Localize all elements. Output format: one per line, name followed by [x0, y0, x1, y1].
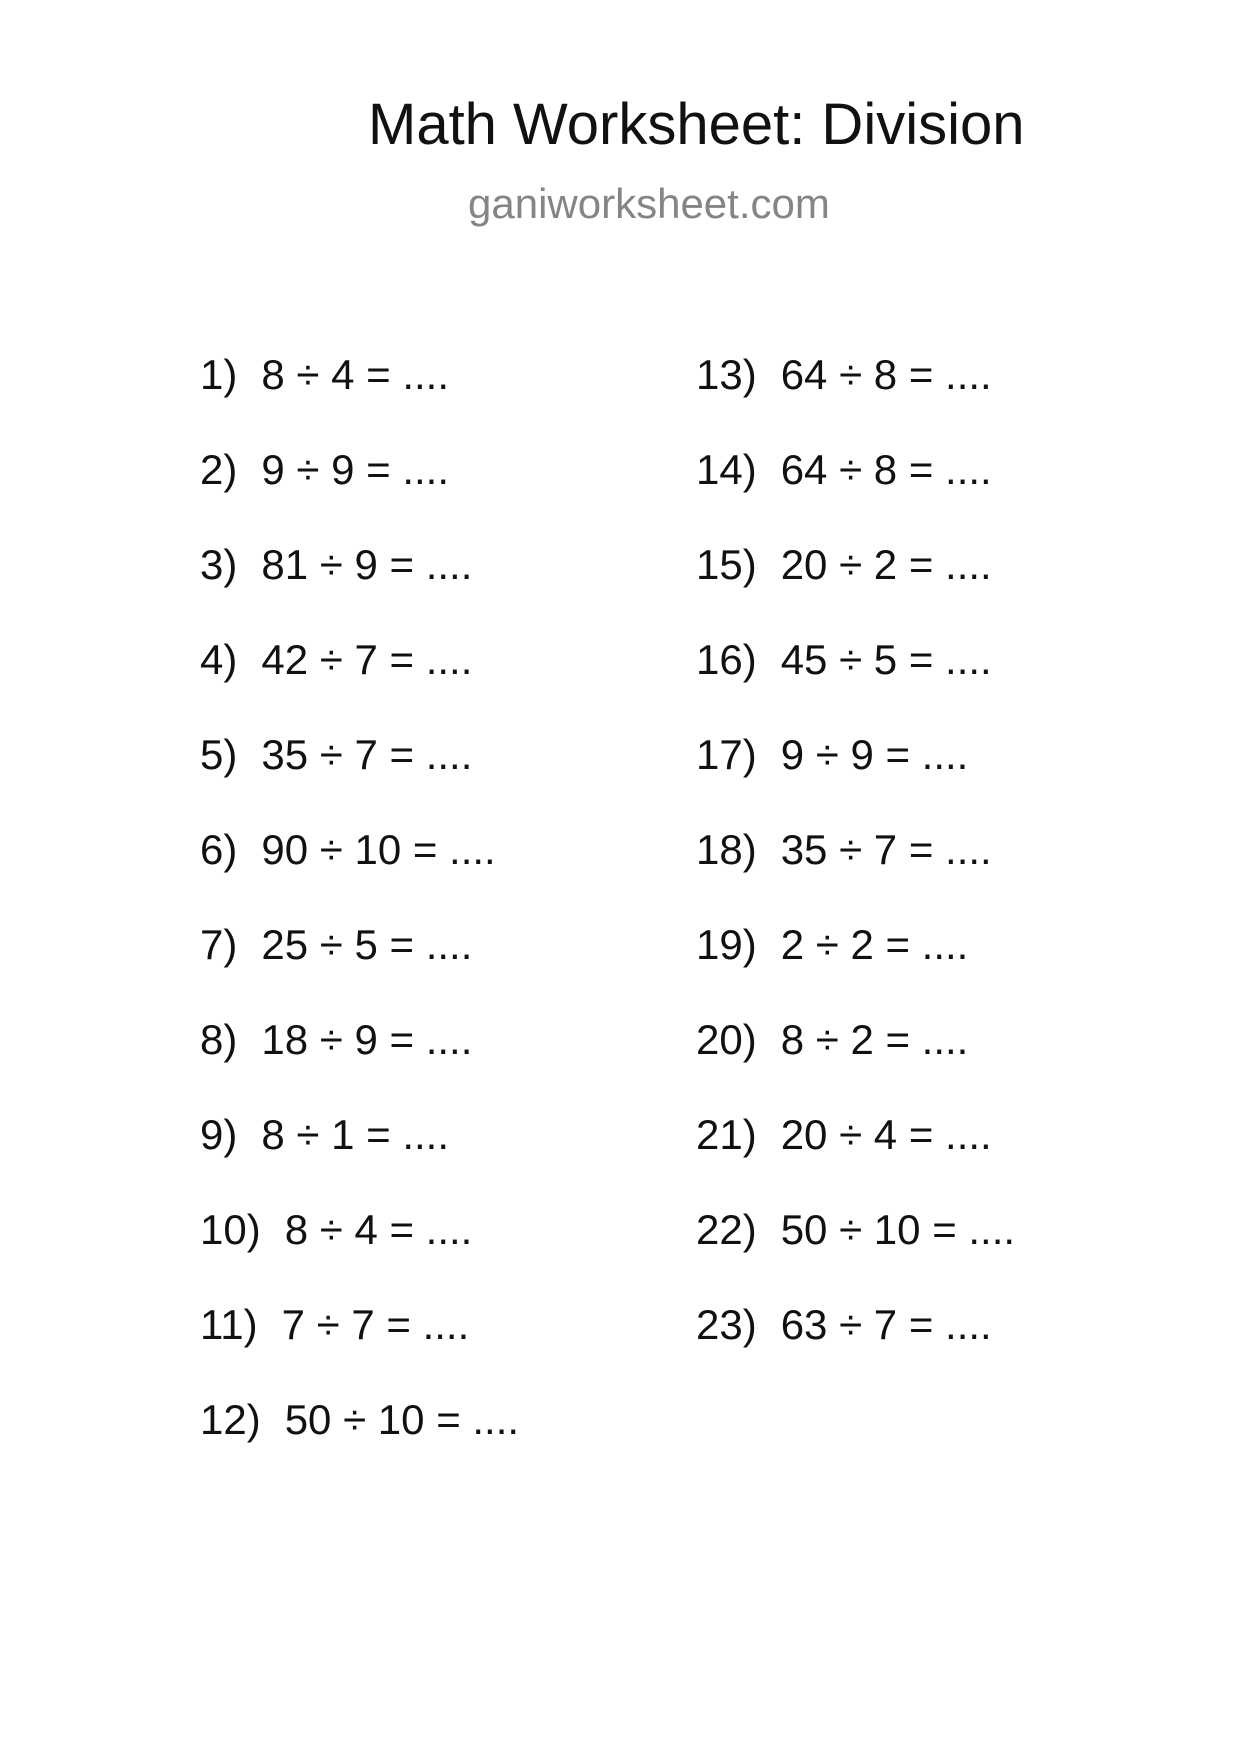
problem-number: 11): [200, 1301, 258, 1348]
problem-number: 9): [200, 1111, 238, 1158]
problem-expression: 20 ÷ 4 = ....: [780, 1111, 992, 1158]
problem-expression: 35 ÷ 7 = ....: [780, 826, 992, 873]
problem-expression: 20 ÷ 2 = ....: [780, 541, 992, 588]
problem-number: 22): [696, 1206, 757, 1253]
problem-expression: 63 ÷ 7 = ....: [780, 1301, 992, 1348]
problem-item: [696, 1301, 1015, 1399]
problem-number: 23): [696, 1301, 757, 1348]
problem-item: [200, 921, 519, 1019]
problem-expression: 2 ÷ 2 = ....: [780, 921, 969, 968]
problem-item: [696, 1206, 1016, 1304]
problem-number: 20): [696, 1016, 757, 1063]
problem-item: [696, 541, 1015, 639]
problem-expression: 8 ÷ 1 = ....: [261, 1111, 450, 1158]
problem-expression: 90 ÷ 10 = ....: [261, 826, 496, 873]
problem-item: [200, 351, 519, 449]
problem-expression: 7 ÷ 7 = ....: [281, 1301, 470, 1348]
problem-number: 2): [200, 446, 238, 493]
problem-item: [696, 1016, 1015, 1114]
problem-expression: 9 ÷ 9 = ....: [780, 731, 969, 778]
problem-number: 6): [200, 826, 238, 873]
problem-item: [200, 1206, 519, 1304]
site-name: ganiworksheet.com: [468, 180, 830, 227]
problem-item: [200, 1016, 519, 1114]
problem-item: [200, 446, 519, 544]
problem-item: [696, 351, 1015, 449]
problem-number: 21): [696, 1111, 757, 1158]
problem-item: [200, 1111, 519, 1209]
problem-number: 4): [200, 636, 238, 683]
problem-number: 17): [696, 731, 757, 778]
problem-number: 15): [696, 541, 757, 588]
problem-expression: 8 ÷ 4 = ....: [284, 1206, 473, 1253]
problem-expression: 50 ÷ 10 = ....: [284, 1396, 520, 1443]
problem-expression: 64 ÷ 8 = ....: [780, 351, 992, 398]
problems-column-left: [200, 351, 520, 1494]
problem-expression: 8 ÷ 4 = ....: [261, 351, 450, 398]
problem-number: 16): [696, 636, 757, 683]
problem-item: [200, 541, 519, 639]
problem-item: [696, 731, 1015, 829]
problem-item: [696, 1111, 1015, 1209]
problem-number: 1): [200, 351, 238, 398]
problem-expression: 8 ÷ 2 = ....: [780, 1016, 969, 1063]
problem-item: [200, 1301, 519, 1399]
problem-number: 14): [696, 446, 757, 493]
problem-number: 19): [696, 921, 757, 968]
problem-number: 8): [200, 1016, 238, 1063]
problem-expression: 64 ÷ 8 = ....: [780, 446, 992, 493]
problems-column-right: [696, 351, 1016, 1399]
problem-item: [696, 636, 1015, 734]
problem-number: 7): [200, 921, 238, 968]
problem-expression: 18 ÷ 9 = ....: [261, 1016, 473, 1063]
problem-item: [696, 826, 1015, 924]
problem-expression: 25 ÷ 5 = ....: [261, 921, 473, 968]
problem-expression: 9 ÷ 9 = ....: [261, 446, 450, 493]
problem-number: 12): [200, 1396, 261, 1443]
page-title: Math Worksheet: Division: [368, 92, 1025, 157]
problem-expression: 45 ÷ 5 = ....: [780, 636, 992, 683]
problem-number: 13): [696, 351, 757, 398]
problem-item: [200, 1396, 520, 1494]
problem-item: [200, 636, 519, 734]
problem-number: 5): [200, 731, 238, 778]
problem-number: 3): [200, 541, 238, 588]
problem-item: [696, 921, 1015, 1019]
problem-expression: 42 ÷ 7 = ....: [261, 636, 473, 683]
problem-number: 10): [200, 1206, 261, 1253]
problem-expression: 81 ÷ 9 = ....: [261, 541, 473, 588]
problem-expression: 35 ÷ 7 = ....: [261, 731, 473, 778]
problem-item: [696, 446, 1015, 544]
problem-item: [200, 826, 519, 924]
problem-item: [200, 731, 519, 829]
problem-number: 18): [696, 826, 757, 873]
problem-expression: 50 ÷ 10 = ....: [780, 1206, 1016, 1253]
